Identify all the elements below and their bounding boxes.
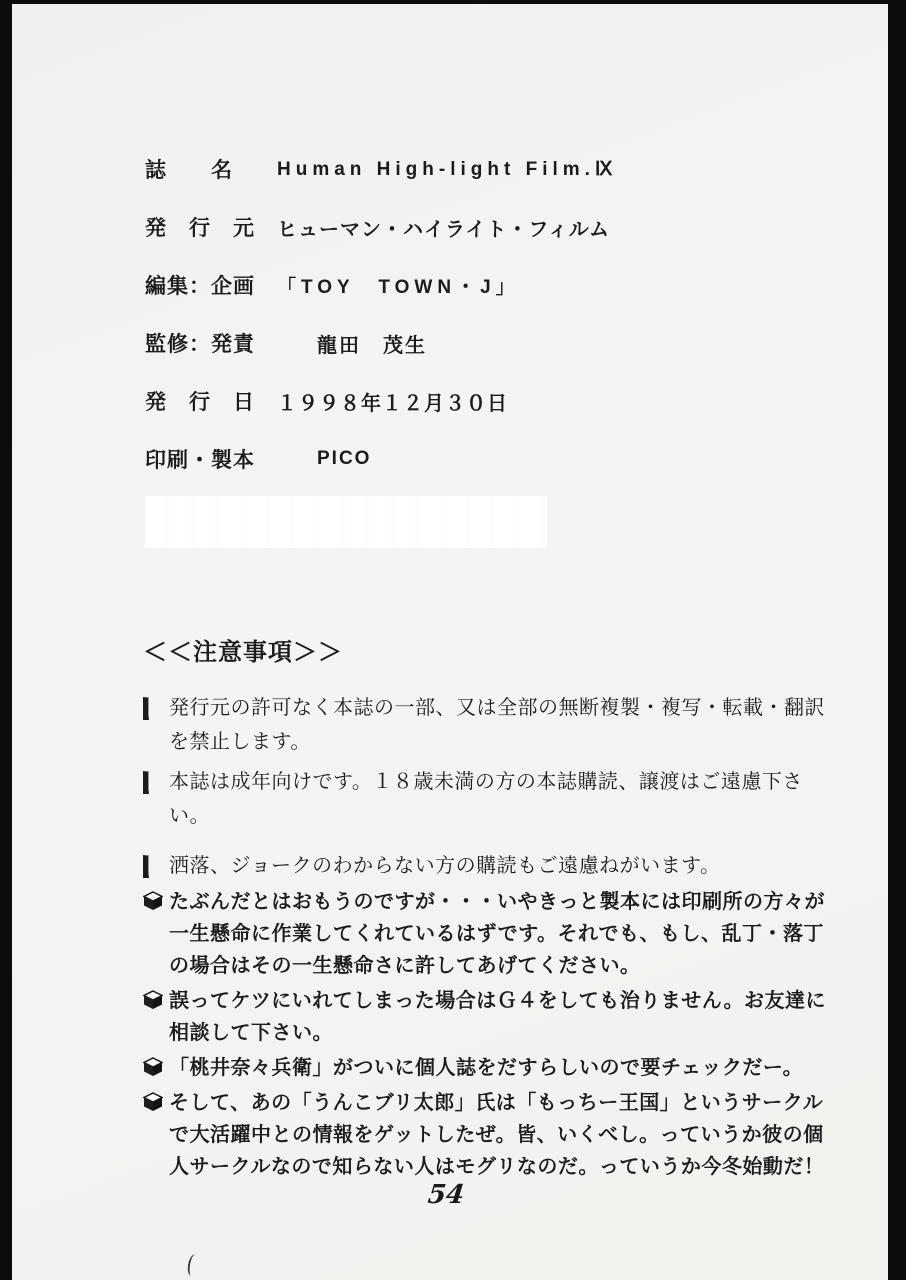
publisher-name: ヒューマン・ハイライト・フィルム: [277, 218, 610, 241]
scan-edge-left: [0, 0, 12, 1280]
open-square-icon: [143, 765, 169, 790]
colophon-row-date: [145, 372, 785, 430]
cube-icon: [143, 1087, 169, 1117]
notice-text: 誤ってケツにいれてしまった場合はＧ４をしても治りません。お友達に相談して下さい。: [169, 990, 826, 1044]
publication-date: １９９８年１２月３０日: [277, 392, 508, 415]
notice-text: 発行元の許可なく本誌の一部、又は全部の無断複製・複写・転載・翻訳を禁止します。: [169, 697, 825, 753]
colophon-label: 印刷・製本: [145, 449, 255, 472]
notice-text: 「桃井奈々兵衛」がついに個人誌をだすらしいので要チェックだー。: [169, 1057, 804, 1079]
notice-item: [143, 886, 833, 982]
colophon-label: 発 行 日: [145, 391, 255, 414]
notice-text: そして、あの「うんこブリ太郎」氏は「もっちー王国」というサークルで大活躍中との情報をゲットしたぜ。皆、いくべし。っていうか彼の個人サークルなので知らない人はモグリなのだ。っていうか今冬始動だ！: [169, 1092, 825, 1178]
colophon-row-editing: [145, 256, 785, 314]
cube-icon: [143, 886, 169, 916]
notice-text: たぶんだとはおもうのですが・・・いやきっと製本には印刷所の方々が一生懸命に作業してくれているはずです。それでも、もし、乱丁・落丁の場合はその一生懸命さに許してあげてください。: [169, 891, 825, 977]
scan-edge-top: [0, 0, 906, 4]
scan-edge-right: [888, 0, 906, 1280]
notice-item: [143, 1052, 833, 1084]
supervisor-name: 龍田 茂生: [317, 334, 427, 357]
notice-item: [143, 1087, 833, 1183]
notices-section: [143, 632, 833, 1183]
notice-item: [143, 691, 833, 759]
colophon-row-supervisor: [145, 314, 785, 372]
colophon-row-printer: [145, 430, 785, 488]
open-square-icon: [143, 849, 169, 874]
notice-item: [143, 765, 833, 833]
printer-name: PICO: [317, 448, 372, 469]
colophon-label: 監修：発責: [145, 333, 255, 356]
notice-text: 本誌は成年向けです。１８歳未満の方の本誌購読、譲渡はご遠慮下さい。: [169, 771, 803, 827]
colophon-block: [145, 140, 785, 488]
cube-icon: [143, 985, 169, 1015]
whited-out-region: [145, 496, 547, 548]
open-square-icon: [143, 691, 169, 716]
colophon-row-publisher: [145, 198, 785, 256]
notices-heading: ＜＜注意事項＞＞: [143, 640, 343, 666]
notice-item: [143, 985, 833, 1049]
colophon-label: 発 行 元: [145, 217, 255, 240]
cube-icon: [143, 1052, 169, 1082]
editing-circle-name: 「TOY TOWN・J」: [277, 276, 520, 298]
notice-item: [143, 849, 833, 883]
page-number: 54: [426, 1180, 466, 1210]
notice-text: 洒落、ジョークのわからない方の購読もご遠慮ねがいます。: [169, 855, 721, 877]
colophon-label: 誌 名: [145, 159, 233, 182]
colophon-label: 編集：企画: [145, 275, 255, 298]
magazine-title: Human High-light Film.Ⅸ: [277, 158, 618, 180]
colophon-row-title: [145, 140, 785, 198]
scan-artifact-mark: [187, 1253, 200, 1276]
